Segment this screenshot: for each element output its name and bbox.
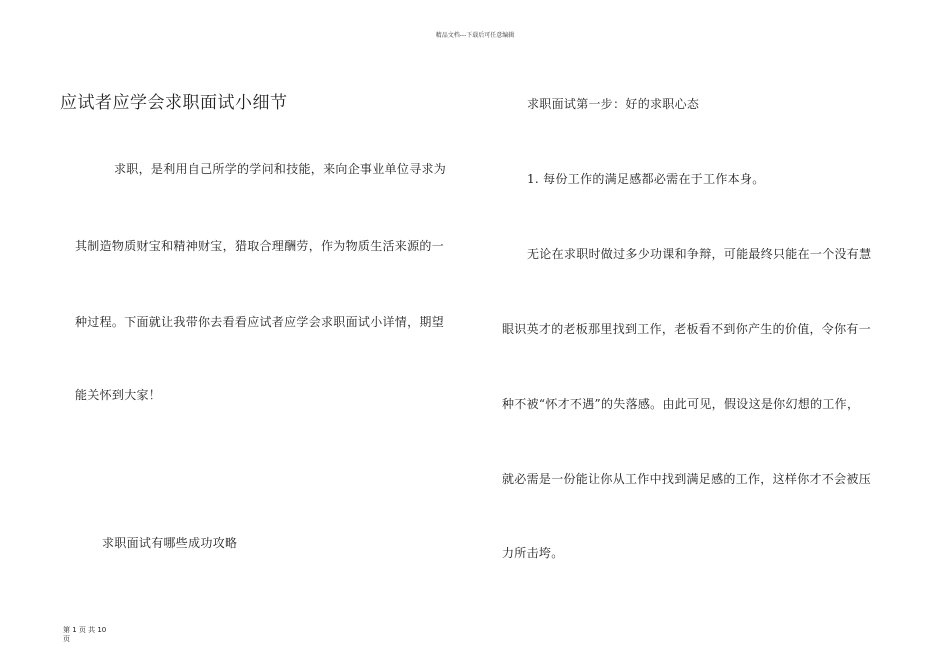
- body-line: 就必需是一份能让你从工作中找到满足感的工作，这样你才不会被压: [502, 472, 872, 486]
- page-number: [63, 626, 106, 644]
- intro-line: 能关怀到大家！: [75, 388, 162, 402]
- point-heading: 1. 每份工作的满足感都必需在于工作本身。: [527, 172, 765, 186]
- intro-line: 种过程。下面就让我带你去看看应试者应学会求职面试小详情，期望: [75, 315, 445, 329]
- header-note: 精品文档---下载后可任意编辑: [435, 32, 515, 39]
- intro-line: 求职，是利用自己所学的学问和技能，来向企事业单位寻求为: [114, 162, 447, 176]
- body-line: 眼识英才的老板那里找到工作，老板看不到你产生的价值，令你有一: [502, 322, 872, 336]
- page-number-line2: 页: [63, 635, 70, 643]
- body-line: 种不被“怀才不遇”的失落感。由此可见，假设这是你幻想的工作，: [502, 397, 860, 411]
- page-title: 应试者应学会求职面试小细节: [60, 93, 288, 113]
- body-line: 力所击垮。: [502, 546, 564, 560]
- body-line: 无论在求职时做过多少功课和争辩，可能最终只能在一个没有慧: [527, 247, 872, 261]
- page-number-line1: 第 1 页 共 10: [63, 626, 107, 634]
- section-subheading: 求职面试有哪些成功攻略: [102, 536, 238, 550]
- intro-line: 其制造物质财宝和精神财宝，猎取合理酬劳，作为物质生活来源的一: [75, 239, 445, 253]
- step-heading: 求职面试第一步：好的求职心态: [527, 97, 700, 111]
